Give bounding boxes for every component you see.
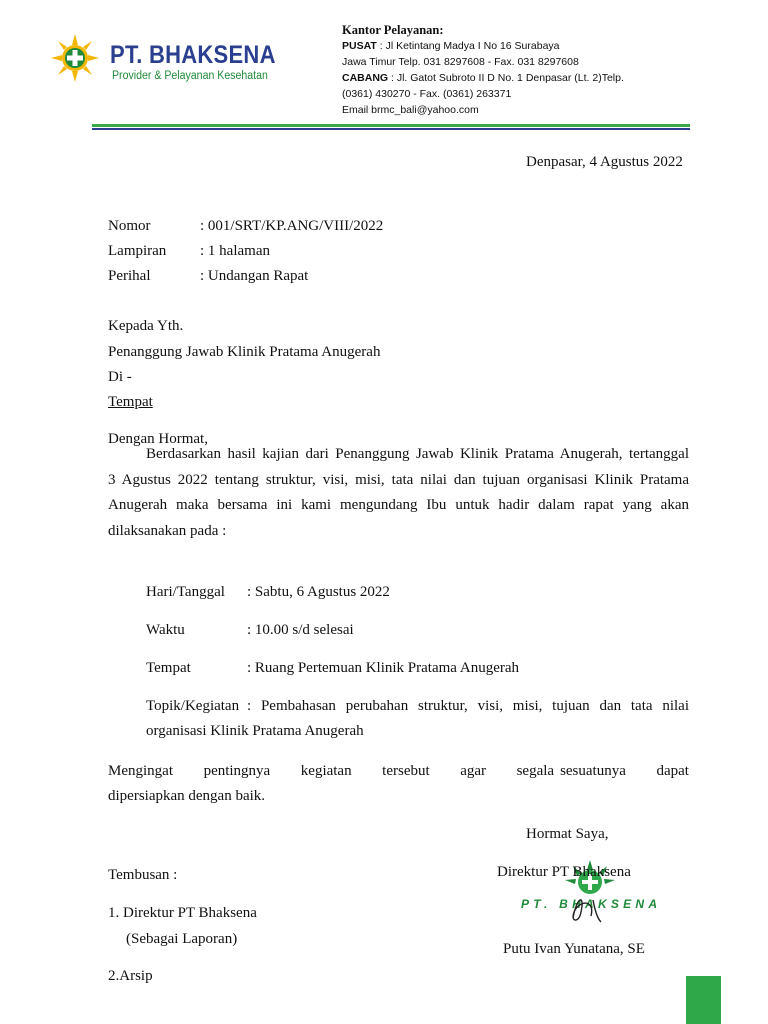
cc-item: 2.Arsip — [108, 968, 153, 984]
closing-word: sesuatunya — [560, 763, 626, 779]
closing-word: Mengingat — [108, 763, 173, 779]
body-line: Anugerah maka bersama ini kami mengundang Ibu untuk hadir dalam rapat yang akan — [108, 497, 689, 513]
body-line: dilaksanakan pada : — [108, 522, 227, 539]
company-name: PT. BHAKSENA — [110, 41, 276, 69]
closing-word: tersebut — [382, 763, 430, 779]
detail-value-place: : Ruang Pertemuan Klinik Pratama Anugerah — [247, 660, 520, 676]
recipient-name: Penanggung Jawab Klinik Pratama Anugerah — [108, 344, 381, 360]
meta-label-nomor: Nomor — [108, 218, 151, 234]
pusat-address: : Jl Ketintang Madya I No 16 Surabaya — [376, 40, 560, 52]
cc-item: 1. Direktur PT Bhaksena — [108, 905, 257, 921]
closing-word: agar — [460, 763, 487, 779]
closing-word: pentingnya — [203, 763, 271, 779]
topic-value: : Pembahasan perubahan struktur, visi, misi, tujuan dan tata nilai — [247, 698, 689, 714]
signoff: Hormat Saya, — [526, 826, 609, 842]
topic-label: Topik/Kegiatan — [146, 698, 240, 714]
topic-value-cont: organisasi Klinik Pratama Anugerah — [146, 723, 364, 739]
body-line: Berdasarkan hasil kajian dari Penanggung Jawab Klinik Pratama Anugerah, tertanggal — [146, 446, 689, 462]
meta-label-perihal: Perihal — [108, 268, 151, 284]
page-corner-mark — [686, 976, 721, 1024]
recipient-greeting: Kepada Yth. — [108, 318, 184, 334]
company-logo — [50, 33, 100, 83]
email-line: Email brmc_bali@yahoo.com — [342, 104, 479, 116]
detail-label-time: Waktu — [146, 622, 185, 638]
salutation: Dengan Hormat, — [108, 431, 208, 447]
closing-word: dapat — [656, 763, 689, 779]
company-tagline: Provider & Pelayanan Kesehatan — [112, 70, 268, 82]
closing-word: kegiatan — [300, 763, 352, 779]
detail-value-time: : 10.00 s/d selesai — [247, 622, 354, 638]
meta-value-nomor: : 001/SRT/KP.ANG/VIII/2022 — [200, 218, 384, 234]
detail-label-place: Tempat — [146, 660, 191, 676]
detail-label-date: Hari/Tanggal — [146, 584, 225, 600]
detail-value-date: : Sabtu, 6 Agustus 2022 — [247, 584, 390, 600]
signer-title: Direktur PT Bhaksena — [497, 864, 631, 880]
place-date: Denpasar, 4 Agustus 2022 — [526, 154, 683, 170]
cabang-address-line — [342, 70, 624, 86]
office-title: Kantor Pelayanan: — [342, 23, 444, 37]
header-divider — [92, 124, 690, 130]
cabang-label: CABANG — [342, 72, 389, 84]
pusat-label: PUSAT — [342, 40, 377, 52]
cc-item-note: (Sebagai Laporan) — [126, 931, 238, 947]
pusat-contact: Jawa Timur Telp. 031 8297608 - Fax. 031 8297608 — [342, 56, 579, 68]
stamp-text: PT. BHAKSENA — [521, 897, 657, 911]
cabang-address: : Jl. Gatot Subroto II D No. 1 Denpasar (Lt. 2)Telp. — [388, 72, 624, 84]
cc-title: Tembusan : — [108, 867, 178, 883]
body-line: 3 Agustus 2022 tentang struktur, visi, misi, tata nilai dan tujuan organisasi Klinik Pratama — [108, 471, 689, 488]
pusat-address-line — [342, 38, 624, 54]
office-address-block — [342, 22, 624, 118]
recipient-di: Di - — [108, 369, 132, 385]
closing-line — [108, 763, 689, 780]
body-paragraph — [108, 442, 689, 544]
closing-line-2: dipersiapkan dengan baik. — [108, 788, 266, 804]
meta-label-lampiran: Lampiran — [108, 243, 167, 259]
meta-value-perihal: : Undangan Rapat — [200, 268, 309, 284]
recipient-place: Tempat — [108, 394, 153, 410]
closing-word: segala — [516, 763, 555, 779]
cabang-contact: (0361) 430270 - Fax. (0361) 263371 — [342, 88, 512, 100]
signer-name: Putu Ivan Yunatana, SE — [503, 941, 645, 957]
meta-value-lampiran: : 1 halaman — [200, 243, 270, 259]
